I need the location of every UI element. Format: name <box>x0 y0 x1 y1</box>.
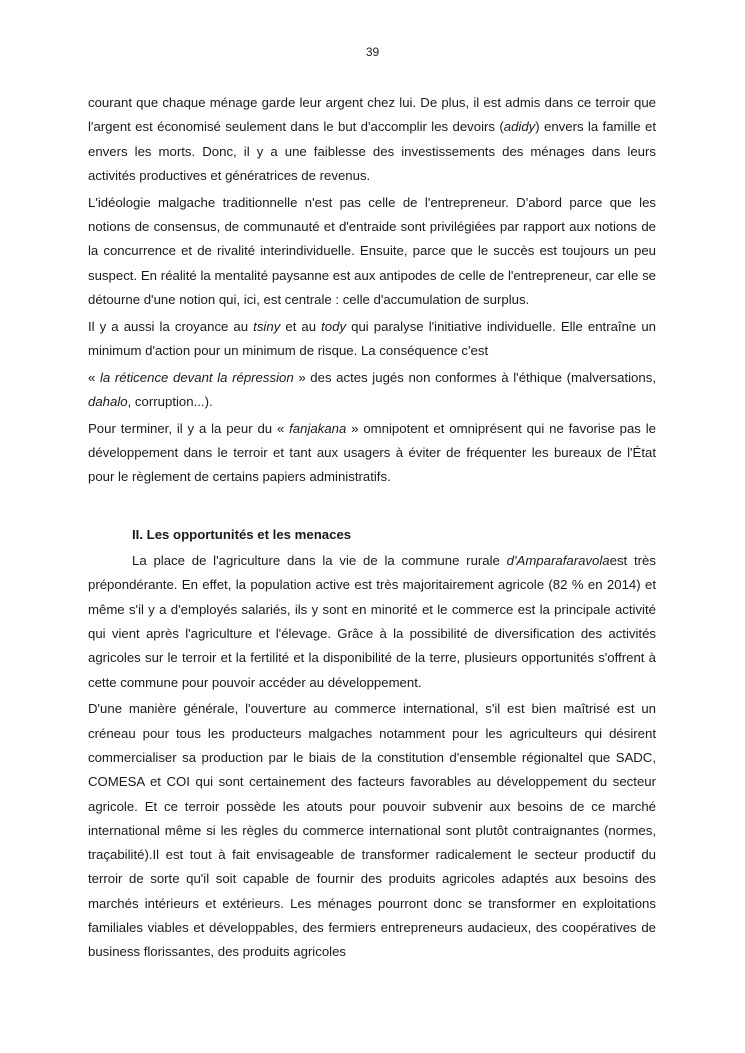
text-run: et au <box>280 318 322 334</box>
paragraph-international-trade: D'une manière générale, l'ouverture au commerce international, s'il est bien maîtrisé est un créneau pour tous les producteurs malgaches notamment pour les agriculteurs qui désirent commercialiser sa production par le biais de la constitution d'ensemble régionaltel que SADC, COMESA et COI qui sont certainement des facteurs favorables au développement du secteur agricole. Et ce terroir possède les atouts pour pouvoir subvenir aux besoins de ce marché international même si les règles du commerce international sont plutôt contraignantes (normes, traçabilité).Il est tout à fait envisageable de transformer radicalement le secteur productif du terroir de sorte qu'il soit capable de fournir des produits agricoles adaptés aux besoins des marchés intérieurs et extérieurs. Les ménages pourront donc se transformer en exploitations familiales viables et développables, des fermiers entrepreneurs audacieux, des coopératives de business florissantes, des produits agricoles <box>88 701 656 960</box>
page-number: 39 <box>365 45 380 59</box>
paragraph-fanjakana <box>88 417 656 490</box>
text-run: est très prépondérante. En effet, la population active est très majoritairement agricole (82 % en 2014) et même s'il y a d'employés salariés, ils y sont en minorité et le commerce est la principale activité qui vient après l'agriculture et l'élevage. Grâce à la possibilité de diversification des activités agricoles sur le terroir et la fertilité et la disponibilité de la terre, plusieurs opportunités s'offrent à cette commune pour pouvoir accéder au développement. <box>88 553 656 690</box>
paragraph-household-savings <box>88 91 656 188</box>
text-run: La place de l'agriculture dans la vie de la commune rurale <box>132 553 507 569</box>
section-heading: II. Les opportunités et les menaces <box>132 526 352 542</box>
text-run: Pour terminer, il y a la peur du « <box>88 420 290 436</box>
term-tody: tody <box>321 318 347 334</box>
text-run: , corruption...). <box>127 394 213 410</box>
paragraph-ideology: L'idéologie malgache traditionnelle n'est pas celle de l'entrepreneur. D'abord parce que les notions de consensus, de communauté et d'entraide sont privilégiées par rapport aux notions de la concurrence et de rivalité interindividuelle. Ensuite, parce que le succès est toujours un peu suspect. En réalité la mentalité paysanne est aux antipodes de celle de l'entrepreneur, car elle se détourne d'une notion qui, ici, est centrale : celle d'accumulation de surplus. <box>88 194 656 307</box>
text-run: Il y a aussi la croyance au <box>88 318 254 334</box>
paragraph-beliefs <box>88 315 656 364</box>
term-adidy: adidy <box>503 119 536 135</box>
text-run: courant que chaque ménage garde leur argent chez lui. De plus, il est admis dans ce terroir que l'argent est économisé seulement dans le but d'accomplir les devoirs ( <box>88 95 656 135</box>
quote-reticence: la réticence devant la répression <box>99 369 294 385</box>
body-text <box>88 91 656 967</box>
text-run: qui paralyse l'initiative individuelle. Elle entraîne un minimum d'action pour un minimum de risque. La conséquence c'est <box>88 318 656 358</box>
term-dahalo: dahalo <box>88 394 128 410</box>
text-run: « <box>88 369 100 385</box>
term-tsiny: tsiny <box>253 318 281 334</box>
paragraph-agriculture <box>88 549 656 695</box>
text-run: » des actes jugés non conformes à l'éthique (malversations, <box>293 369 656 385</box>
paragraph-reticence <box>88 366 656 415</box>
text-run: ) envers la famille et envers les morts. Donc, il y a une faiblesse des investissements des ménages dans leurs activités productives et génératrices de revenus. <box>88 119 656 183</box>
term-fanjakana: fanjakana <box>289 420 347 436</box>
term-amparafaravola: d'Amparafaravola <box>506 553 610 569</box>
text-run: » omnipotent et omniprésent qui ne favorise pas le développement dans le terroir et tant aux usagers à éviter de fréquenter les bureaux de l'État pour le règlement de certains papiers administratifs. <box>88 420 656 485</box>
